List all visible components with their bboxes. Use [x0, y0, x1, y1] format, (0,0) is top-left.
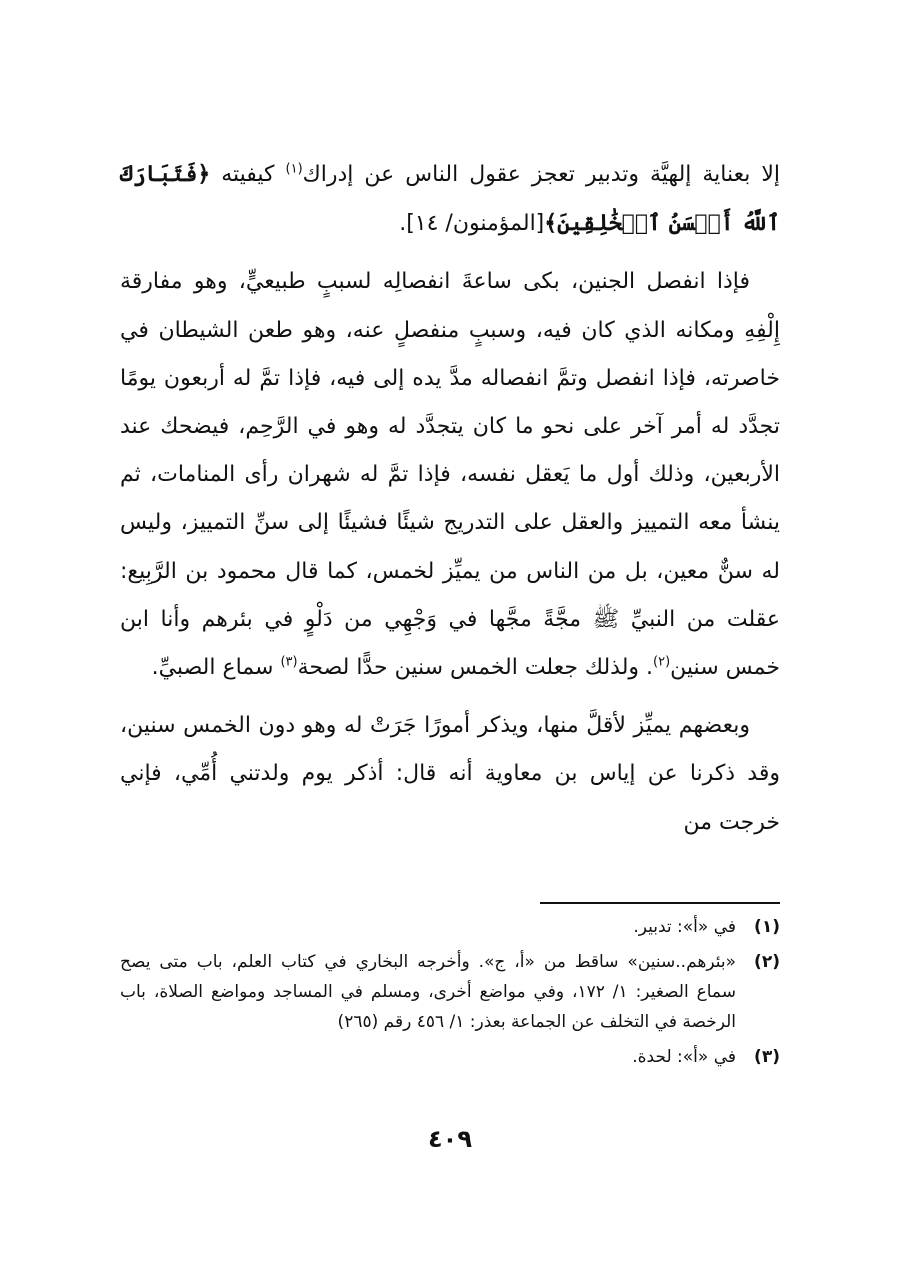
main-text: [120, 150, 780, 857]
footnote-2: [120, 947, 780, 1037]
paragraph-2-text-a: فإذا انفصل الجنين، بكى ساعةَ انفصالِه لسببٍ طبيعيٍّ، وهو مفارقة إِلْفِهِ ومكانه الذي كان فيه، وسببٍ منفصلٍ عنه، وهو طعن الشيطان في خاصرته، فإذا انفصل وتمَّ انفصاله مدَّ يده إلى فيه، فإذا تمَّ له أربعون يومًا تجدَّد له أمر آخر على نحو ما كان يتجدَّد له وهو في الرَّحِم، فيضحك عند الأربعين، وذلك أول ما يَعقل نفسه، فإذا تمَّ له شهران رأى المنامات، ثم ينشأ معه التمييز والعقل على التدريج شيئًا فشيئًا إلى سنِّ التمييز، وليس له سنٌّ معين، بل من الناس من يميِّز لخمس، كما قال محمود بن الرَّبِيع: عقلت من النبيِّ ﷺ مجَّةً مجَّها في وَجْهِي من دَلْوٍ في بئرهم وأنا ابن خمس سنين: [120, 269, 780, 681]
footnote-text: في «أ»: تدبير.: [633, 917, 736, 937]
paragraph-2-text-c: سماع الصبيِّ.: [151, 655, 281, 681]
footnote-number: (٣): [754, 1047, 780, 1067]
footnote-text: «بئرهم..سنين» ساقط من «أ، ج». وأخرجه البخاري في كتاب العلم، باب متى يصح سماع الصغير: ١/ ١٧٢، وفي مواضع أخرى، ومسلم في المساجد ومواضع الصلاة، باب الرخصة في التخلف عن الجماعة بعذر: ١/ ٤٥٦ رقم (٢٦٥): [120, 952, 736, 1032]
footnote-3: [120, 1042, 780, 1072]
paragraph-2-text-b: . ولذلك جعلت الخمس سنين حدًّا لصحة: [297, 655, 654, 681]
paragraph-1: [120, 150, 780, 248]
footnote-ref-2[interactable]: (٢): [653, 654, 671, 670]
paragraph-1-text-a: إلا بعناية إلهيَّة وتدبير تعجز عقول الناس عن إدراك: [302, 162, 780, 187]
footnote-ref-1[interactable]: (١): [285, 161, 303, 177]
footnotes: [120, 912, 780, 1077]
page-number: ٤٠٩: [428, 1125, 472, 1153]
footnote-number: (١): [754, 917, 780, 937]
footnote-text: في «أ»: لحدة.: [632, 1047, 736, 1067]
footnote-number: (٢): [754, 952, 780, 972]
paragraph-1-text-b: كيفيته: [210, 162, 286, 187]
footnote-ref-3[interactable]: (٣): [280, 654, 298, 670]
footnote-1: [120, 912, 780, 942]
paragraph-2: [120, 258, 780, 692]
quran-citation: [المؤمنون/ ١٤].: [399, 211, 545, 237]
footnote-divider: [540, 902, 780, 904]
paragraph-3: وبعضهم يميِّز لأقلَّ منها، ويذكر أمورًا جَرَتْ له وهو دون الخمس سنين، وقد ذكرنا عن إياس بن معاوية أنه قال: أذكر يوم ولدتني أُمِّي، فإني خرجت من: [120, 713, 780, 835]
quran-verse: ﴿فَتَبَارَكَ ٱللَّهُ أَحۡسَنُ ٱلۡخَٰلِقِينَ﴾: [120, 161, 780, 237]
